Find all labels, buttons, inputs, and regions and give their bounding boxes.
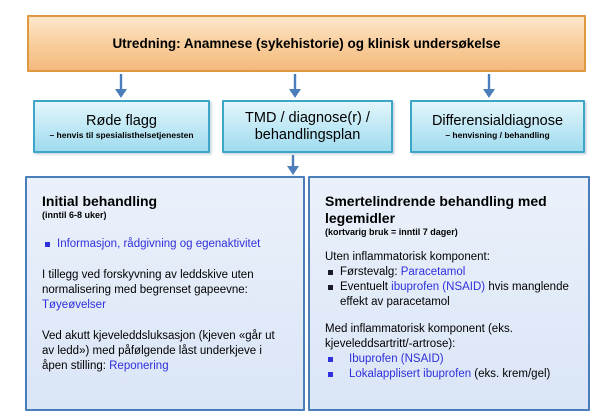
smerte-panel-title: Smertelindrende behandling med legemidler [325, 193, 547, 226]
paracetamol-link: Paracetamol [400, 266, 466, 278]
section-heading: Uten inflammatorisk komponent: [325, 251, 490, 263]
differensialdiagnose-box [410, 100, 585, 153]
initial-panel-subtitle: (inntil 6-8 uker) [42, 210, 107, 220]
smerte-panel-subtitle: (kortvarig bruk = inntil 7 dager) [325, 227, 458, 237]
list-item [42, 237, 260, 252]
bullet-text: Førstevalg: Paracetamol [340, 266, 466, 278]
ibuprofen-link: ibuprofen (NSAID) [391, 281, 486, 293]
list-item [325, 352, 444, 367]
tmd-diagnose-box [222, 100, 393, 153]
initial-behandling-panel [25, 176, 305, 411]
bullet-text: Eventuelt ibuprofen (NSAID) hvis manglende effekt av paracetamol [340, 281, 569, 308]
paragraph-text: I tillegg ved forskyvning av leddskive uten normalisering med begrenset gapeevne: [42, 269, 254, 296]
down-arrow-icon [114, 74, 128, 99]
list-item [325, 265, 465, 280]
list-item [325, 280, 574, 310]
bullet-text: Lokalapplisert ibuprofen (eks. krem/gel) [349, 368, 551, 380]
bullet-square-icon [328, 372, 333, 377]
rode-flagg-title: Røde flagg [86, 112, 157, 129]
list-item [325, 367, 550, 382]
paragraph-text: Ved akutt kjeveleddsluksasjon (kjeven «går ut av ledd») med påfølgende låst underkjeve i åpen stilling: [42, 330, 275, 372]
bullet-square-icon [328, 270, 333, 275]
smertelindrende-panel [308, 176, 590, 411]
utredning-title: Utredning: Anamnese (sykehistorie) og klinisk undersøkelse [112, 36, 501, 51]
paragraph [42, 329, 289, 374]
toyeovelser-link: Tøyeøvelser [42, 299, 106, 311]
section-heading: Med inflammatorisk komponent (eks. kjeveleddsartritt/-artrose): [325, 323, 513, 350]
down-arrow-icon [482, 74, 496, 99]
paragraph [42, 268, 289, 313]
utredning-box [27, 15, 586, 72]
differensialdiagnose-title: Differensialdiagnose [431, 112, 564, 129]
bullet-square-icon [45, 242, 50, 247]
ibuprofen-nsaid-link: Ibuprofen (NSAID) [349, 353, 444, 365]
tmd-title-line2: behandlingsplan [254, 126, 361, 143]
rode-flagg-subtitle: – henvis til spesialisthelsetjenesten [49, 129, 194, 140]
tmd-title-line1: TMD / diagnose(r) / [245, 109, 370, 126]
initial-panel-title: Initial behandling [42, 193, 158, 209]
rode-flagg-box [33, 100, 210, 153]
bullet-square-icon [328, 357, 333, 362]
differensialdiagnose-subtitle: – henvisning / behandling [445, 129, 550, 140]
lokalapplisert-link: Lokalapplisert ibuprofen [349, 368, 472, 380]
bullet-text: Informasjon, rådgivning og egenaktivitet [57, 238, 261, 250]
reponering-link: Reponering [109, 360, 169, 372]
down-arrow-icon [286, 155, 300, 176]
down-arrow-icon [288, 74, 302, 99]
bullet-square-icon [328, 285, 333, 290]
